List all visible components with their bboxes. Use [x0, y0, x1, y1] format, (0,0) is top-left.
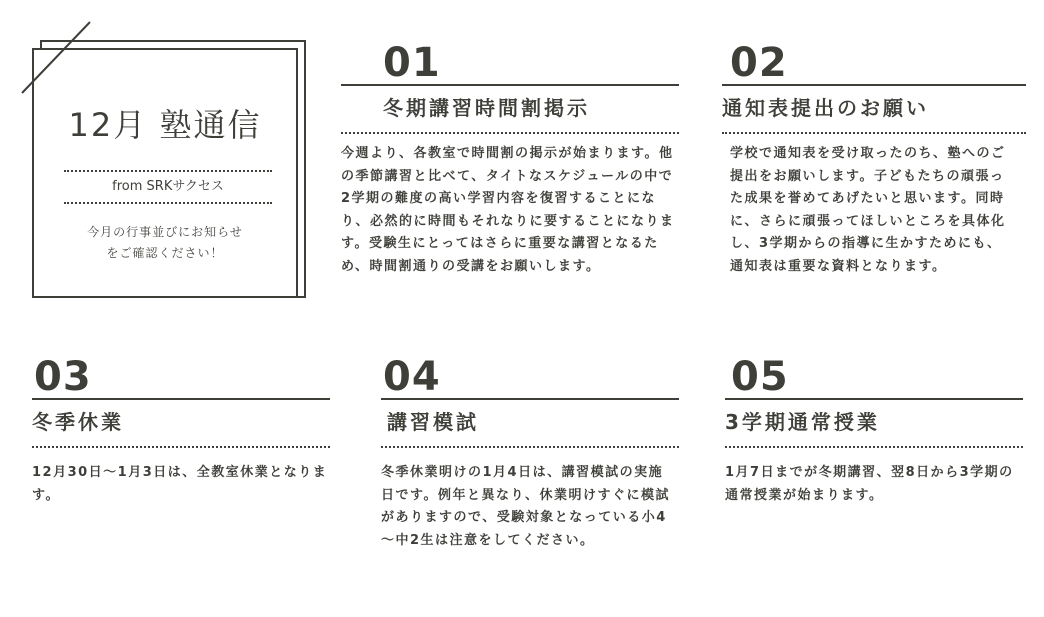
section-04: [381, 356, 679, 552]
section-body: 1月7日までが冬期講習、翌8日から3学期の通常授業が始まります。: [725, 465, 1014, 503]
section-body: 学校で通知表を受け取ったのち、塾へのご提出をお願いします。子どもたちの頑張った成果を誉めてあげたいと思います。同時に、さらに頑張ってほしいところを具体化し、3学期からの指導に生かすためにも、通知表は重要な資料となります。: [730, 146, 1006, 274]
diagonal-slash-decoration: [0, 0, 120, 100]
section-05: [725, 356, 1023, 507]
section-heading: 冬期講習時間割掲示: [341, 94, 679, 134]
newsletter-note: [32, 222, 298, 264]
section-body: 冬季休業明けの1月4日は、講習模試の実施日です。例年と異なり、休業明けすぐに模試がありますので、受験対象となっている小4～中2生は注意をしてください。: [381, 465, 670, 548]
section-number: 04: [381, 356, 679, 400]
section-03: [32, 356, 330, 507]
section-heading: 講習模試: [381, 408, 679, 448]
section-02: [722, 42, 1026, 278]
newsletter-from: from SRKサクセス: [64, 170, 272, 204]
section-heading: 冬季休業: [32, 408, 330, 448]
section-number: 01: [341, 42, 679, 86]
newsletter-note-line1: 今月の行事並びにお知らせ: [87, 225, 243, 239]
section-body: 12月30日～1月3日は、全教室休業となります。: [32, 465, 328, 503]
section-01: [341, 42, 679, 278]
newsletter-title: 12月 塾通信: [68, 106, 262, 144]
section-heading: 3学期通常授業: [725, 408, 1023, 448]
newsletter-note-line2: をご確認ください！: [106, 246, 224, 260]
section-heading: 通知表提出のお願い: [722, 94, 1026, 134]
section-number: 03: [32, 356, 330, 400]
section-number: 02: [722, 42, 1026, 86]
section-body: 今週より、各教室で時間割の掲示が始まります。他の季節講習と比べて、タイトなスケジュールの中で2学期の難度の高い学習内容を復習することになり、必然的に時間もそれなりに要することになります。受験生にとってはさらに重要な講習となるため、時間割通りの受講をお願いします。: [341, 146, 675, 274]
section-number: 05: [725, 356, 1023, 400]
